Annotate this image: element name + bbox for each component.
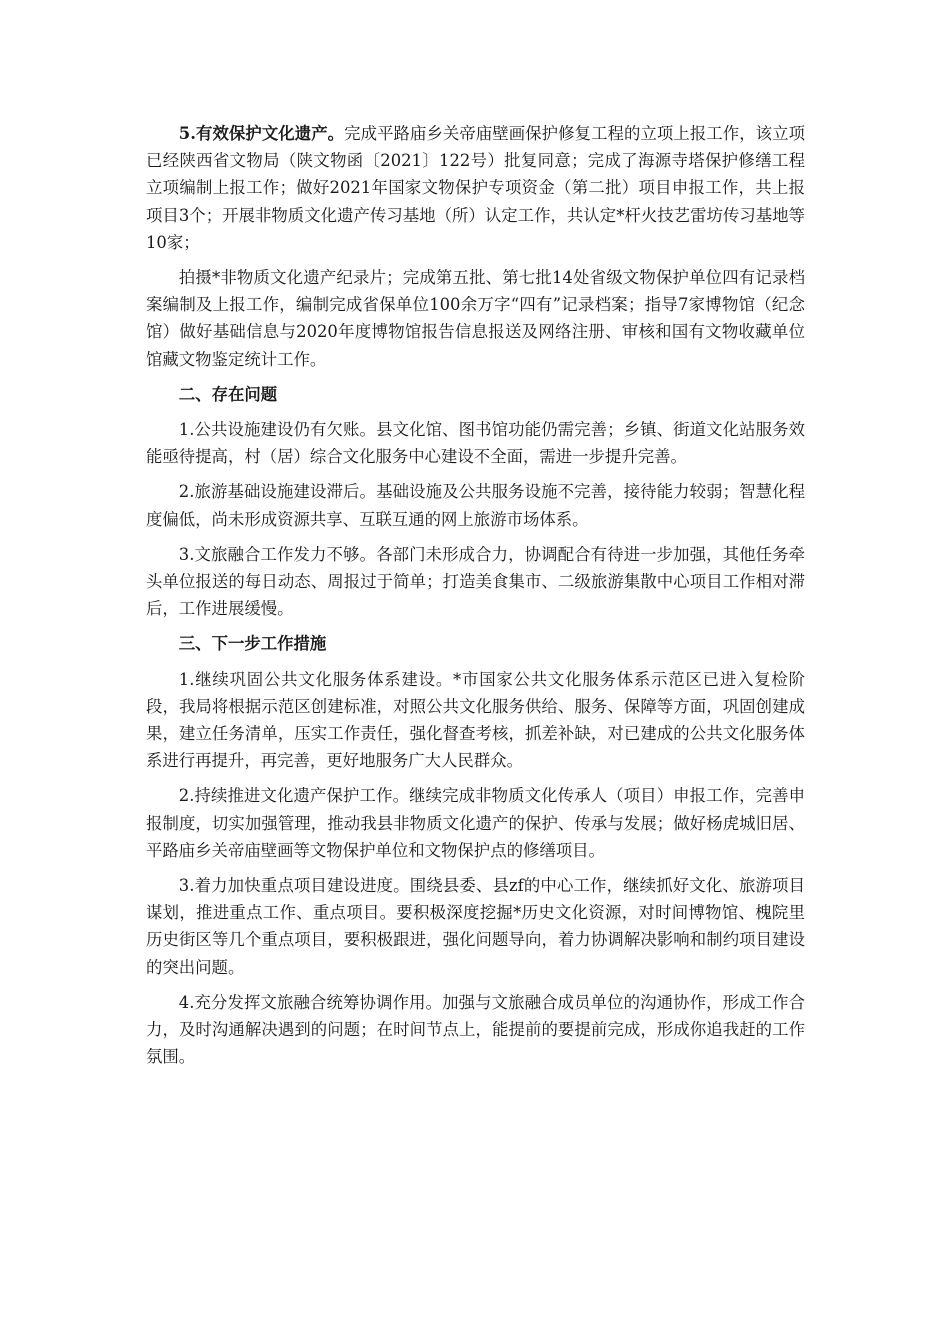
paragraph-text: 完成平路庙乡关帝庙壁画保护修复工程的立项上报工作，该立项已经陕西省文物局（陕文物函〔2021〕122号）批复同意；完成了海源寺塔保护修缮工程立项编制上报工作；做好2021年国家文物保护专项资金（第二批）项目申报工作，共上报项目3个；开展非物质文化遗产传习基地（所）认定工作，共认定*杆火技艺雷坊传习基地等10家； (146, 124, 805, 252)
paragraph-protect-heritage (146, 120, 805, 256)
paragraph-problem-2 (146, 478, 805, 532)
paragraph-measure-4 (146, 989, 805, 1071)
section-heading-problems: 二、存在问题 (178, 384, 278, 404)
paragraph-text: 拍摄*非物质文化遗产纪录片；完成第五批、第七批14处省级文物保护单位四有记录档案编制及上报工作，编制完成省保单位100余万字“四有”记录档案；指导7家博物馆（纪念馆）做好基础信息与2020年度博物馆报告信息报送及网络注册、审核和国有文物收藏单位馆藏文物鉴定统计工作。 (146, 268, 805, 369)
paragraph-measure-2 (146, 782, 805, 864)
paragraph-text: 2.持续推进文化遗产保护工作。继续完成非物质文化传承人（项目）申报工作，完善申报制度，切实加强管理，推动我县非物质文化遗产的保护、传承与发展；做好杨虎城旧居、平路庙乡关帝庙壁画等文物保护单位和文物保护点的修缮项目。 (146, 786, 805, 860)
document-body (146, 120, 805, 1079)
paragraph-text: 2.旅游基础设施建设滞后。基础设施及公共服务设施不完善，接待能力较弱；智慧化程度偏低，尚未形成资源共享、互联互通的网上旅游市场体系。 (146, 482, 805, 529)
paragraph-measure-3 (146, 872, 805, 981)
paragraph-text: 3.着力加快重点项目建设进度。围绕县委、县zf的中心工作，继续抓好文化、旅游项目谋划，推进重点工作、重点项目。要积极深度挖掘*历史文化资源，对时间博物馆、槐院里历史街区等几个重点项目，要积极跟进，强化问题导向，着力协调解决影响和制约项目建设的突出问题。 (146, 876, 805, 977)
paragraph-text: 1.公共设施建设仍有欠账。县文化馆、图书馆功能仍需完善；乡镇、街道文化站服务效能亟待提高，村（居）综合文化服务中心建设不全面，需进一步提升完善。 (146, 420, 805, 467)
paragraph-lead: 5.有效保护文化遗产。 (178, 124, 345, 143)
paragraph-problem-1 (146, 416, 805, 470)
paragraph-documentary (146, 264, 805, 373)
paragraph-text: 3.文旅融合工作发力不够。各部门未形成合力，协调配合有待进一步加强，其他任务牵头单位报送的每日动态、周报过于简单；打造美食集市、二级旅游集散中心项目工作相对滞后，工作进展缓慢。 (146, 544, 805, 619)
paragraph-problem-3 (146, 541, 805, 623)
paragraph-text: 1.继续巩固公共文化服务体系建设。*市国家公共文化服务体系示范区已进入复检阶段，我局将根据示范区创建标准，对照公共文化服务供给、服务、保障等方面，巩固创建成果，建立任务清单，压实工作责任，强化督查考核，抓差补缺，对已建成的公共文化服务体系进行再提升，再完善，更好地服务广大人民群众。 (146, 669, 805, 771)
section-heading-next-steps: 三、下一步工作措施 (178, 634, 327, 654)
paragraph-measure-1 (146, 666, 805, 775)
paragraph-text: 4.充分发挥文旅融合统筹协调作用。加强与文旅融合成员单位的沟通协作，形成工作合力，及时沟通解决遇到的问题；在时间节点上，能提前的要提前完成，形成你追我赶的工作氛围。 (146, 992, 805, 1067)
